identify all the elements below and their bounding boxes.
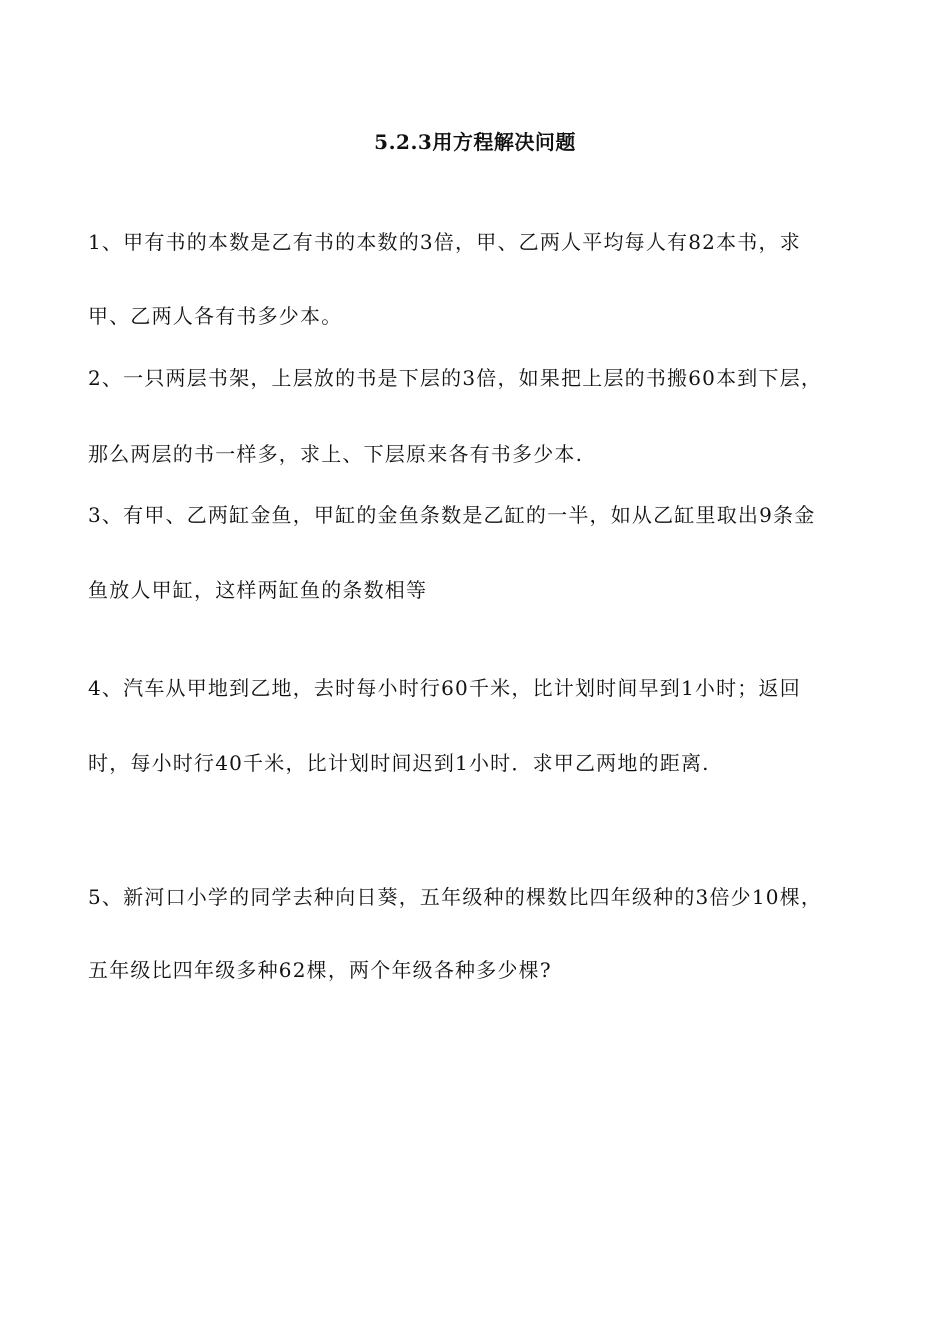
document-title: 5.2.3用方程解决问题 [374,130,576,154]
problem-3-line-2: 鱼放人甲缸，这样两缸鱼的条数相等 [88,578,428,602]
problem-5-line-2: 五年级比四年级多种62棵，两个年级各种多少棵? [88,958,552,982]
problem-1-line-1: 1、甲有书的本数是乙有书的本数的3倍，甲、乙两人平均每人有82本书，求 [88,230,801,254]
problem-4-line-2: 时，每小时行40千米，比计划时间迟到1小时．求甲乙两地的距离. [88,751,710,775]
problem-1-line-2: 甲、乙两人各有书多少本。 [88,304,343,328]
problem-5-line-1: 5、新河口小学的同学去种向日葵，五年级种的棵数比四年级种的3倍少10棵， [88,885,823,909]
problem-2-line-2: 那么两层的书一样多，求上、下层原来各有书多少本. [88,442,584,466]
problem-3-line-1: 3、有甲、乙两缸金鱼，甲缸的金鱼条数是乙缸的一半，如从乙缸里取出9条金 [88,503,816,527]
problem-2-line-1: 2、一只两层书架，上层放的书是下层的3倍，如果把上层的书搬60本到下层， [88,366,823,390]
problem-4-line-1: 4、汽车从甲地到乙地，去时每小时行60千米，比计划时间早到1小时；返回 [88,676,801,700]
